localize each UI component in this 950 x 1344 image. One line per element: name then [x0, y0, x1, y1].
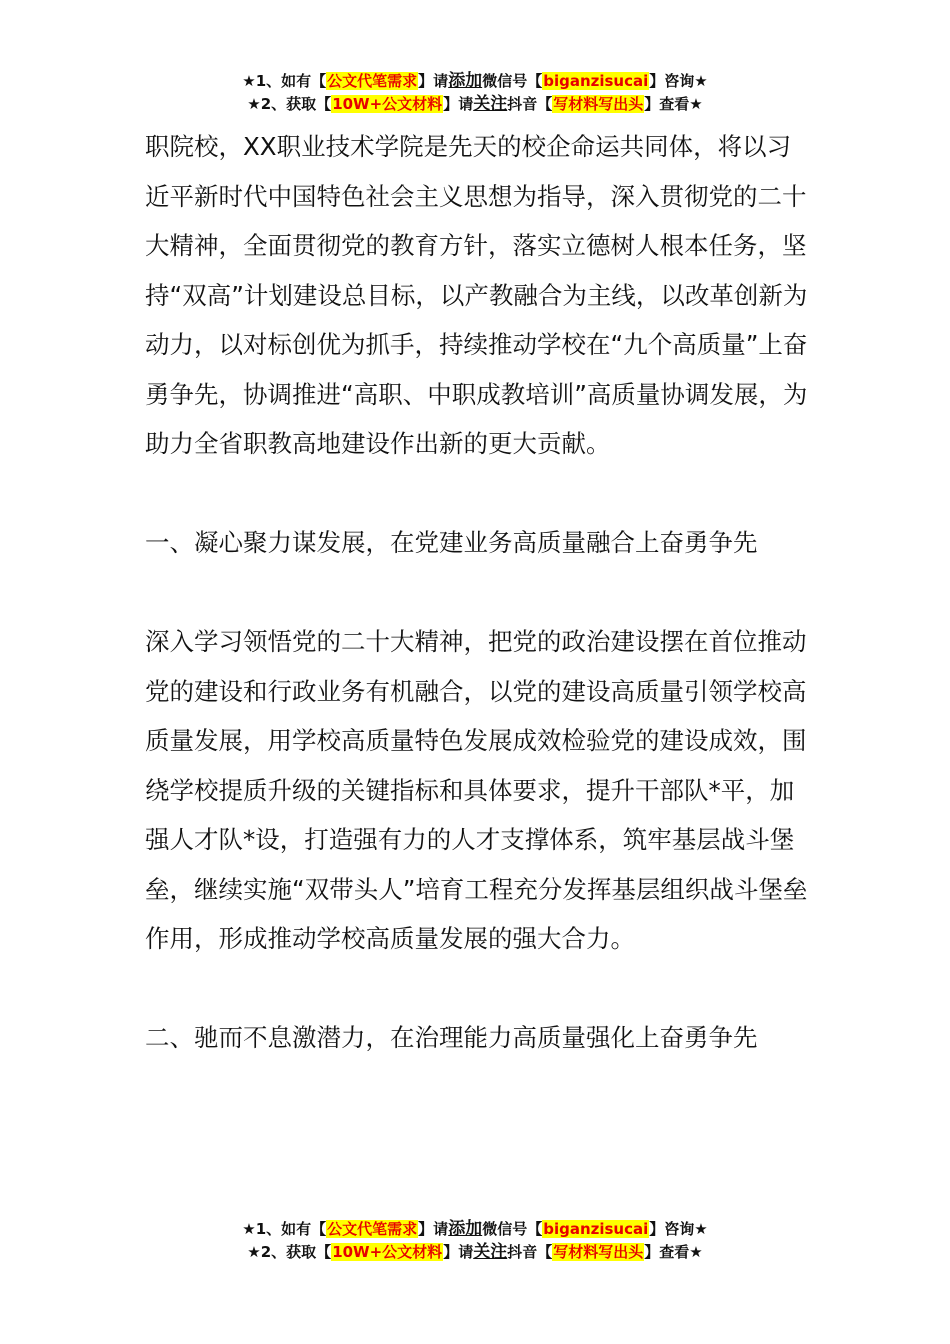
banner-underlined: 添加 — [448, 1219, 483, 1239]
banner-underlined: 关注 — [473, 1242, 508, 1262]
banner-text: 抖音【 — [507, 1243, 553, 1261]
banner-line-2 — [0, 93, 950, 116]
banner-text: ★2、获取【 — [247, 95, 332, 113]
banner-line-1 — [0, 70, 950, 93]
banner-underlined: 添加 — [448, 71, 483, 91]
banner-highlight: 写材料写出头 — [553, 95, 644, 113]
banner-highlight: 公文代笔需求 — [327, 72, 418, 90]
banner-text: 】请 — [443, 1243, 474, 1261]
paragraph-spacer — [145, 964, 810, 1014]
banner-text: 】查看★ — [644, 1243, 703, 1261]
banner-highlight: biganzisucai — [543, 72, 649, 90]
banner-line-1 — [0, 1218, 950, 1241]
paragraph-spacer — [145, 469, 810, 519]
banner-text: 】咨询★ — [649, 1220, 708, 1238]
banner-text: ★1、如有【 — [242, 1220, 327, 1238]
banner-text: 】咨询★ — [649, 72, 708, 90]
banner-text: 】查看★ — [644, 95, 703, 113]
document-body — [145, 122, 810, 1063]
section-heading: 一、凝心聚力谋发展，在党建业务高质量融合上奋勇争先 — [145, 528, 758, 557]
banner-text: 微信号【 — [482, 1220, 543, 1238]
paragraph: 职院校，XX职业技术学院是先天的校企命运共同体，将以习近平新时代中国特色社会主义思想为指导，深入贯彻党的二十大精神，全面贯彻党的教育方针，落实立德树人根本任务，坚持“双高”计划建设总目标，以产教融合为主线，以改革创新为动力，以对标创优为抓手，持续推动学校在“九个高质量”上奋勇争先，协调推进“高职、中职成教培训”高质量协调发展，为助力全省职教高地建设作出新的更大贡献。 — [145, 132, 808, 458]
banner-text: 抖音【 — [507, 95, 553, 113]
paragraph-spacer — [145, 568, 810, 618]
footer-banner — [0, 1218, 950, 1264]
banner-text: 】请 — [418, 1220, 449, 1238]
banner-text: 微信号【 — [482, 72, 543, 90]
header-banner — [0, 70, 950, 116]
banner-highlight: 10W+公文材料 — [332, 95, 443, 113]
banner-text: 】请 — [418, 72, 449, 90]
banner-highlight: biganzisucai — [543, 1220, 649, 1238]
paragraph: 深入学习领悟党的二十大精神，把党的政治建设摆在首位推动党的建设和行政业务有机融合，以党的建设高质量引领学校高质量发展，用学校高质量特色发展成效检验党的建设成效，围绕学校提质升级的关键指标和具体要求，提升干部队*平，加强人才队*设，打造强有力的人才支撑体系，筑牢基层战斗堡垒，继续实施“双带头人”培育工程充分发挥基层组织战斗堡垒作用，形成推动学校高质量发展的强大合力。 — [145, 627, 808, 953]
banner-highlight: 公文代笔需求 — [327, 1220, 418, 1238]
banner-text: ★1、如有【 — [242, 72, 327, 90]
section-heading: 二、驰而不息激潜力，在治理能力高质量强化上奋勇争先 — [145, 1023, 758, 1052]
banner-underlined: 关注 — [473, 94, 508, 114]
banner-text: 】请 — [443, 95, 474, 113]
banner-line-2 — [0, 1241, 950, 1264]
banner-highlight: 写材料写出头 — [553, 1243, 644, 1261]
banner-text: ★2、获取【 — [247, 1243, 332, 1261]
banner-highlight: 10W+公文材料 — [332, 1243, 443, 1261]
